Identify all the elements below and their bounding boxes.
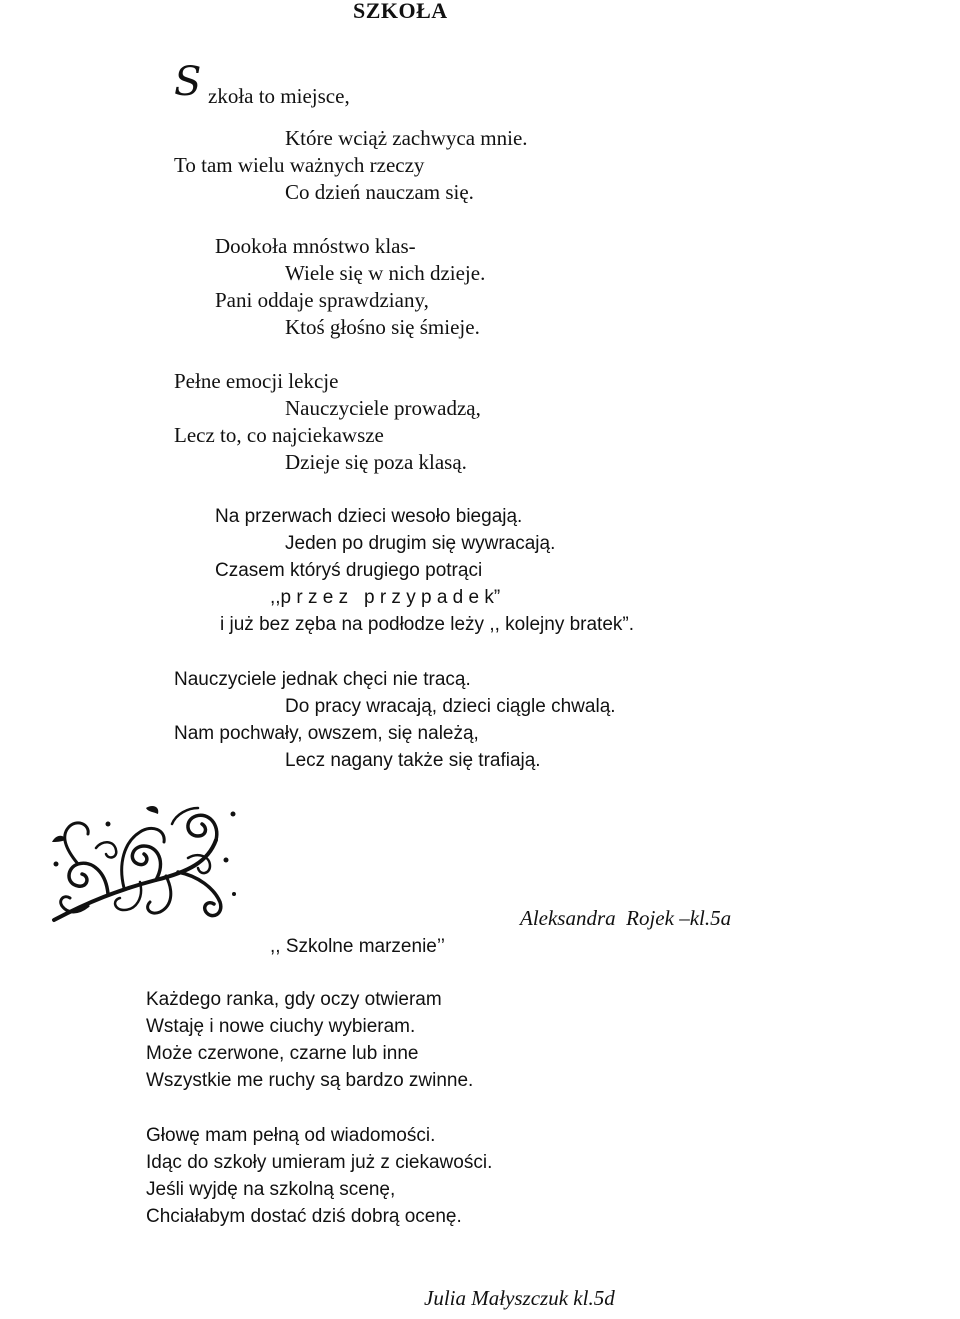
- poem-line: Wszystkie me ruchy są bardzo zwinne.: [146, 1070, 474, 1091]
- poem-line: ,,p r z e z p r z y p a d e k”: [270, 587, 501, 608]
- author-signature: Aleksandra Rojek –kl.5a: [520, 906, 732, 930]
- poem-line: Ktoś głośno się śmieje.: [285, 315, 480, 339]
- poem-line: Wiele się w nich dzieje.: [285, 261, 486, 285]
- drop-cap: S: [174, 59, 202, 105]
- poem-line: Głowę mam pełną od wiadomości.: [146, 1125, 436, 1146]
- poem-line: Pełne emocji lekcje: [174, 369, 339, 393]
- poem-line: Nam pochwały, owszem, się należą,: [174, 723, 479, 744]
- author-signature: Julia Małyszczuk kl.5d: [424, 1286, 615, 1310]
- poem-line: Czasem któryś drugiego potrąci: [215, 560, 483, 581]
- poem-line: Każdego ranka, gdy oczy otwieram: [146, 989, 442, 1010]
- poem-line: Jeden po drugim się wywracają.: [285, 533, 556, 554]
- poem-line: i już bez zęba na podłodze leży ,, kolejny bratek”.: [220, 614, 635, 635]
- poem-line: Może czerwone, czarne lub inne: [146, 1043, 419, 1064]
- poem-line: Nauczyciele jednak chęci nie tracą.: [174, 669, 471, 690]
- poem-line: Które wciąż zachwyca mnie.: [285, 126, 528, 150]
- poem-line: Wstaję i nowe ciuchy wybieram.: [146, 1016, 416, 1037]
- poem-title: SZKOŁA: [353, 0, 448, 23]
- poem-line: Na przerwach dzieci wesoło biegają.: [215, 506, 523, 527]
- poem-line: zkoła to miejsce,: [208, 84, 350, 108]
- poem-line: Lecz to, co najciekawsze: [174, 423, 384, 447]
- poem-line: Chciałabym dostać dziś dobrą ocenę.: [146, 1206, 462, 1227]
- poem-line: Dzieje się poza klasą.: [285, 450, 467, 474]
- poem-line: Nauczyciele prowadzą,: [285, 396, 481, 420]
- poem-subtitle: ,, Szkolne marzenie’’: [270, 936, 445, 957]
- poem-line: To tam wielu ważnych rzeczy: [174, 153, 425, 177]
- poem-line: Pani oddaje sprawdziany,: [215, 288, 429, 312]
- swirl-ornament-icon: [48, 802, 238, 927]
- poem-line: Dookoła mnóstwo klas-: [215, 234, 416, 258]
- poem-line: Do pracy wracają, dzieci ciągle chwalą.: [285, 696, 616, 717]
- poem-line: Idąc do szkoły umieram już z ciekawości.: [146, 1152, 493, 1173]
- poem-line: Co dzień nauczam się.: [285, 180, 474, 204]
- poem-line: Jeśli wyjdę na szkolną scenę,: [146, 1179, 396, 1200]
- poem-line: Lecz nagany także się trafiają.: [285, 750, 541, 771]
